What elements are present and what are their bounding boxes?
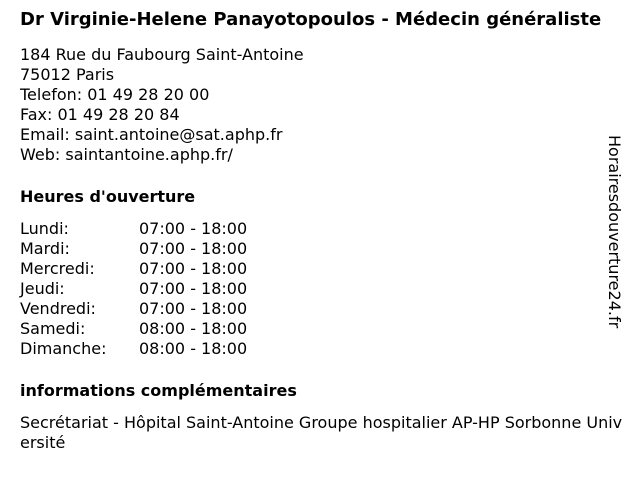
additional-info-text: Secrétariat - Hôpital Saint-Antoine Groupe hospitalier AP-HP Sorbonne Université [20,413,623,452]
hours-row [20,299,247,319]
hours-row [20,259,247,279]
hours-time: 08:00 - 18:00 [139,339,248,358]
hours-day: Mercredi: [20,259,95,278]
fax-text: Fax: 01 49 28 20 84 [20,105,180,124]
hours-time: 07:00 - 18:00 [139,259,248,278]
email-text: Email: saint.antoine@sat.aphp.fr [20,125,283,144]
page-title: Dr Virginie-Helene Panayotopoulos - Médecin généraliste [20,9,602,30]
hours-day: Lundi: [20,219,69,238]
phone-text: Telefon: 01 49 28 20 00 [20,85,210,104]
address-street: 184 Rue du Faubourg Saint-Antoine [20,45,304,64]
hours-time: 08:00 - 18:00 [139,319,248,338]
hours-row [20,219,247,239]
hours-day: Vendredi: [20,299,96,318]
listing-card [20,10,625,453]
site-watermark: Horairesdouverture24.fr [605,135,624,329]
contact-block [20,45,625,165]
hours-day: Mardi: [20,239,70,258]
web-text: Web: saintantoine.aphp.fr/ [20,145,233,164]
hours-day: Samedi: [20,319,86,338]
hours-day: Dimanche: [20,339,107,358]
hours-row [20,239,247,259]
opening-hours-heading: Heures d'ouverture [20,187,196,206]
hours-time: 07:00 - 18:00 [139,299,248,318]
address-city: 75012 Paris [20,65,115,84]
hours-row [20,279,247,299]
hours-time: 07:00 - 18:00 [139,279,248,298]
hours-row [20,339,247,359]
hours-time: 07:00 - 18:00 [139,239,248,258]
additional-info-heading: informations complémentaires [20,381,297,400]
hours-time: 07:00 - 18:00 [139,219,248,238]
opening-hours-table [20,219,247,359]
hours-day: Jeudi: [20,279,65,298]
hours-row [20,319,247,339]
